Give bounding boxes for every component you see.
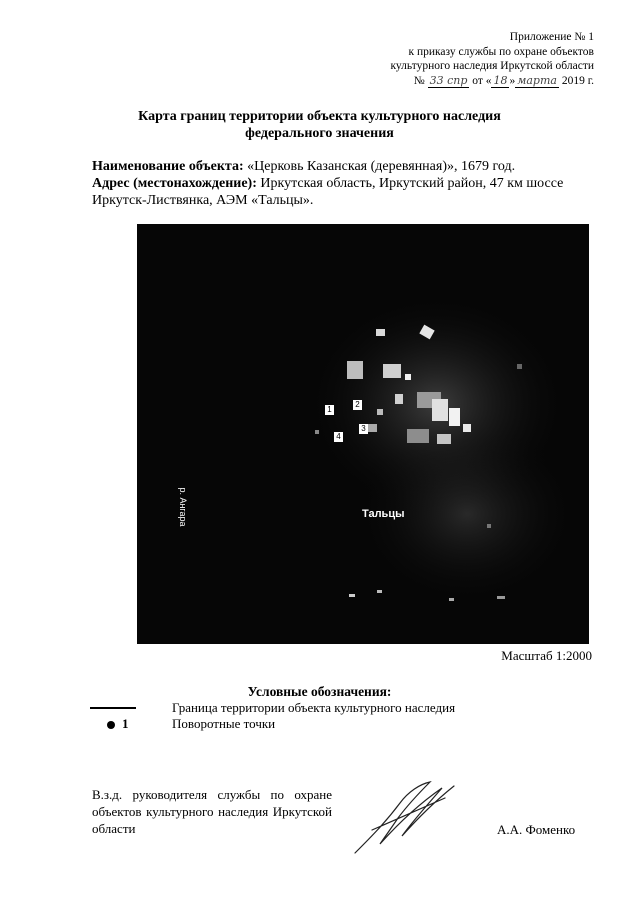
legend-title: Условные обозначения:: [247, 684, 392, 699]
boundary-line-symbol: [90, 707, 136, 709]
object-name-value: «Церковь Казанская (деревянная)», 1679 год.: [243, 159, 516, 174]
order-number: 33 спр: [429, 73, 468, 87]
turning-point-number: 1: [122, 716, 129, 731]
object-name-row: [92, 158, 592, 175]
handwritten-signature: [350, 778, 460, 858]
document-title: [0, 108, 639, 142]
village-label: Тальцы: [362, 508, 405, 520]
turning-point-3: 3: [359, 424, 368, 434]
appendix-order-line: [294, 74, 594, 89]
object-address-value: Иркутская область, Иркутский район, 47 км шоссе Иркутск-Листвянка, АЭМ «Тальцы».: [92, 176, 564, 208]
object-info: [92, 158, 592, 209]
object-address-row: [92, 175, 592, 209]
appendix-header: [294, 30, 594, 88]
turning-point-2: 2: [353, 400, 362, 410]
order-month: марта: [517, 73, 557, 87]
turning-points-legend-label: Поворотные точки: [172, 716, 276, 731]
order-from-label: от «: [472, 74, 492, 87]
title-line-2: федерального значения: [245, 126, 394, 141]
order-day: 18: [493, 73, 508, 87]
turning-point-1: 1: [325, 405, 334, 415]
satellite-map: [137, 224, 589, 644]
order-quote-close: »: [509, 74, 516, 87]
object-address-label: Адрес (местонахождение):: [92, 176, 257, 191]
signatory-position: В.з.д. руководителя службы по охране объектов культурного наследия Иркутской области: [92, 787, 332, 836]
object-name-label: Наименование объекта:: [92, 159, 244, 174]
turning-point-4: 4: [334, 432, 343, 442]
turning-point-symbol: [107, 721, 115, 729]
appendix-line-1: Приложение № 1: [509, 31, 594, 43]
signer-name: А.А. Фоменко: [497, 822, 576, 837]
order-year: 2019 г.: [561, 74, 594, 87]
map-scale: Масштаб 1:2000: [501, 648, 592, 663]
appendix-line-3: культурного наследия Иркутской области: [390, 60, 594, 72]
boundary-legend-label: Граница территории объекта культурного наследия: [172, 700, 456, 715]
title-line-1: Карта границ территории объекта культурного наследия: [138, 109, 501, 124]
river-label: р. Ангара: [178, 487, 188, 527]
order-number-label: №: [413, 74, 425, 87]
map-image: [137, 224, 589, 644]
appendix-line-2: к приказу службы по охране объектов: [408, 45, 594, 58]
